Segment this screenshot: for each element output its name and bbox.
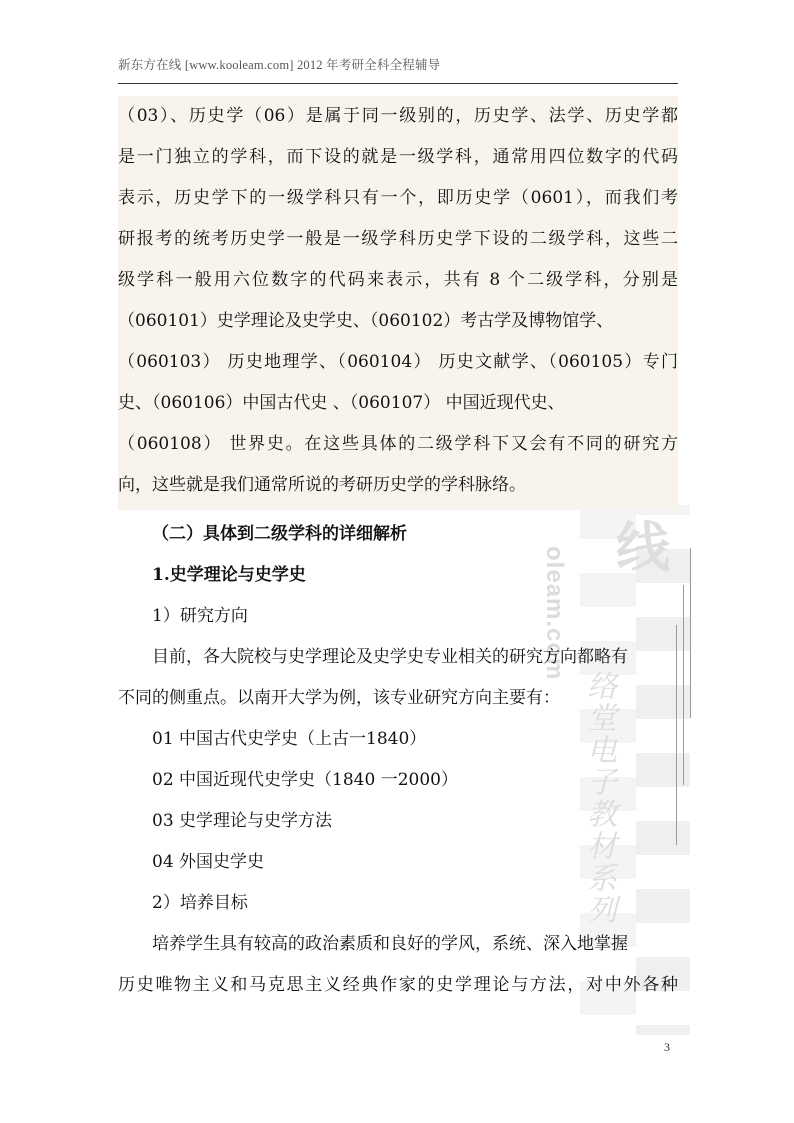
direction-item: 01 中国古代史学史（上古一1840） bbox=[152, 729, 427, 749]
intro-paragraph bbox=[118, 96, 678, 506]
section-heading: （二）具体到二级学科的详细解析 bbox=[152, 524, 407, 544]
header-rule bbox=[118, 83, 678, 84]
direction-item: 04 外国史学史 bbox=[152, 852, 265, 872]
header-text: 新东方在线 [www.kooleam.com] 2012 年考研全科全程辅导 bbox=[118, 58, 441, 72]
research-paragraph-line: 不同的侧重点。以南开大学为例，该专业研究方向主要有： bbox=[118, 688, 560, 708]
watermark-url: oleam.com bbox=[541, 546, 568, 681]
intro-line: 向，这些就是我们通常所说的考研历史学的学科脉络。 bbox=[118, 475, 526, 495]
goal-paragraph-line: 历史唯物主义和马克思主义经典作家的史学理论与方法，对中外各种 bbox=[118, 975, 678, 995]
intro-line: 级学科一般用六位数字的代码来表示，共有 8 个二级学科，分别是 bbox=[118, 270, 678, 290]
intro-line: 是一门独立的学科，而下设的就是一级学科，通常用四位数字的代码 bbox=[118, 147, 678, 167]
intro-line: （03）、历史学（06）是属于同一级别的，历史学、法学、历史学都 bbox=[118, 106, 678, 126]
subsection-heading: 1.史学理论与史学史 bbox=[152, 565, 306, 585]
watermark-char: 线 bbox=[616, 516, 670, 579]
page-number: 3 bbox=[664, 1040, 670, 1054]
direction-item: 03 史学理论与史学方法 bbox=[152, 811, 333, 831]
item-training-goal: 2）培养目标 bbox=[152, 893, 248, 913]
intro-line: （060108） 世界史。在这些具体的二级学科下又会有不同的研究方 bbox=[118, 434, 678, 454]
item-research-direction: 1）研究方向 bbox=[152, 606, 248, 626]
goal-paragraph-line: 培养学生具有较高的政治素质和良好的学风，系统、深入地掌握 bbox=[152, 934, 628, 954]
direction-item: 02 中国近现代史学史（1840 一2000） bbox=[152, 770, 458, 790]
watermark-rule bbox=[690, 548, 691, 718]
intro-line: 研报考的统考历史学一般是一级学科历史学下设的二级学科，这些二 bbox=[118, 229, 678, 249]
watermark-rule bbox=[683, 585, 684, 785]
research-paragraph-line: 目前，各大院校与史学理论及史学史专业相关的研究方向都略有 bbox=[152, 647, 628, 667]
intro-line: 表示，历史学下的一级学科只有一个，即历史学（0601），而我们考 bbox=[118, 188, 678, 208]
section-body bbox=[118, 514, 678, 1006]
intro-line: （060103） 历史地理学、（060104） 历史文献学、（060105）专门 bbox=[118, 352, 678, 372]
watermark-vertical-text: 络堂电子教材系列 bbox=[581, 670, 616, 926]
intro-line: 史、（060106）中国古代史 、（060107） 中国近现代史、 bbox=[118, 393, 565, 413]
intro-line: （060101）史学理论及史学史、（060102）考古学及博物馆学、 bbox=[118, 311, 614, 331]
